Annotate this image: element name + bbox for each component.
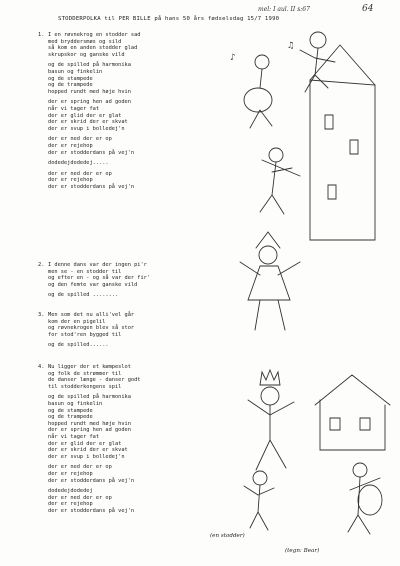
verse-line: der er spring hen ad goden <box>48 99 131 106</box>
verse-line: og folk de strømmer til <box>48 370 122 377</box>
verse-line: og den femte var ganske vild <box>48 281 138 288</box>
verse-line: Men som det nu alli'vel går <box>48 312 135 318</box>
verse-line: basun og finkelin <box>48 400 103 407</box>
verse-line: der er ned der er op <box>48 170 112 177</box>
svg-text:♫: ♫ <box>288 41 294 51</box>
melody-note: mel: I aul. II s:67 <box>258 6 310 13</box>
verse-line: for stod'ren bygged til <box>48 331 122 338</box>
verse-line: og de spilled ........ <box>48 292 119 299</box>
verse-line: skrupskor og ganske vild <box>48 51 125 58</box>
verse-1 <box>38 32 141 190</box>
verse-line: og de spilled på harmonika <box>48 62 131 69</box>
verse-number: 4. <box>38 364 45 370</box>
verse-2 <box>38 262 151 299</box>
verse-line: og de trampede <box>48 414 93 421</box>
verse-line: der er rejehop <box>48 142 93 149</box>
verse-number: 3. <box>38 312 45 318</box>
verse-line: der er rejehop <box>48 470 93 477</box>
verse-line: når vi tager fat <box>48 105 100 112</box>
verse-line: basun og finkelin <box>48 68 103 75</box>
verse-line: der er svup i bolledej'n <box>48 125 125 132</box>
verse-line: og røvnekrogen blev så stor <box>48 325 135 332</box>
page-number: 64 <box>362 4 374 14</box>
verse-line: dodedejdodedej <box>48 488 93 495</box>
verse-line: der er skrid der er skvat <box>48 119 128 126</box>
verse-line: og de spilled på harmonika <box>48 394 131 401</box>
verse-line: og de trampede <box>48 82 93 89</box>
dancing-stodders-illustration <box>200 0 400 540</box>
verse-line: og de spilled...... <box>48 342 109 349</box>
verse-line: der er stodderdans på vej'n <box>48 507 135 514</box>
verse-line: dodedejdodedej..... <box>48 160 109 167</box>
verse-3 <box>38 312 135 349</box>
verse-line: de danser længe - danser godt <box>48 377 141 384</box>
verse-line: der er svup i bolledej'n <box>48 453 125 460</box>
verse-line: og efter en - og så var der fir' <box>48 275 151 282</box>
verse-line: så kom en anden stodder glad <box>48 45 138 52</box>
song-title: STODDERPOLKA til PER BILLE på hans 50 års fødselsdag 15/7 1990 <box>58 16 280 22</box>
verse-line: hopped rundt med høje hvin <box>48 420 131 427</box>
illustrator-signature: (tegn: Bear) <box>285 548 320 554</box>
verse-number: 1. <box>38 32 45 38</box>
verse-line: til stodderkongens spil <box>48 383 122 390</box>
verse-line: der er stodderdans på vej'n <box>48 149 135 156</box>
verse-line: der er skrid der er skvat <box>48 447 128 454</box>
stodder-caption: (en stodder) <box>210 533 245 539</box>
verse-line: der er glid der er glat <box>48 112 122 119</box>
verse-line: der er spring hen ad goden <box>48 427 131 434</box>
svg-text:♪: ♪ <box>230 53 236 63</box>
verse-line: der er ned der er op <box>48 494 112 501</box>
verse-line: kom der en pigelil <box>48 318 106 325</box>
verse-4 <box>38 364 141 514</box>
verse-line: I en røvnekrog en stodder sad <box>48 32 141 38</box>
verse-number: 2. <box>38 262 45 268</box>
verse-line: der er ned der er op <box>48 464 112 471</box>
verse-line: og de stampede <box>48 75 93 82</box>
verse-line: der er stodderdans på vej'n <box>48 477 135 484</box>
verse-line: der er rejehop <box>48 177 93 184</box>
verse-line: der er rejehop <box>48 501 93 508</box>
verse-line: der er stodderdans på vej'n <box>48 183 135 190</box>
verse-line: der er ned der er op <box>48 136 112 143</box>
verse-line: og de stampede <box>48 407 93 414</box>
verse-line: I denne dans var der ingen pi'r <box>48 262 147 268</box>
verse-line: men se - en stodder til <box>48 268 122 275</box>
verse-line: der er glid der er glat <box>48 440 122 447</box>
verse-line: med bryddersmøs og sild <box>48 38 122 45</box>
verse-line: Nu ligger der et kæmpeslot <box>48 364 131 370</box>
verse-line: når vi tager fat <box>48 433 100 440</box>
verse-line: hopped rundt med høje hvin <box>48 88 131 95</box>
